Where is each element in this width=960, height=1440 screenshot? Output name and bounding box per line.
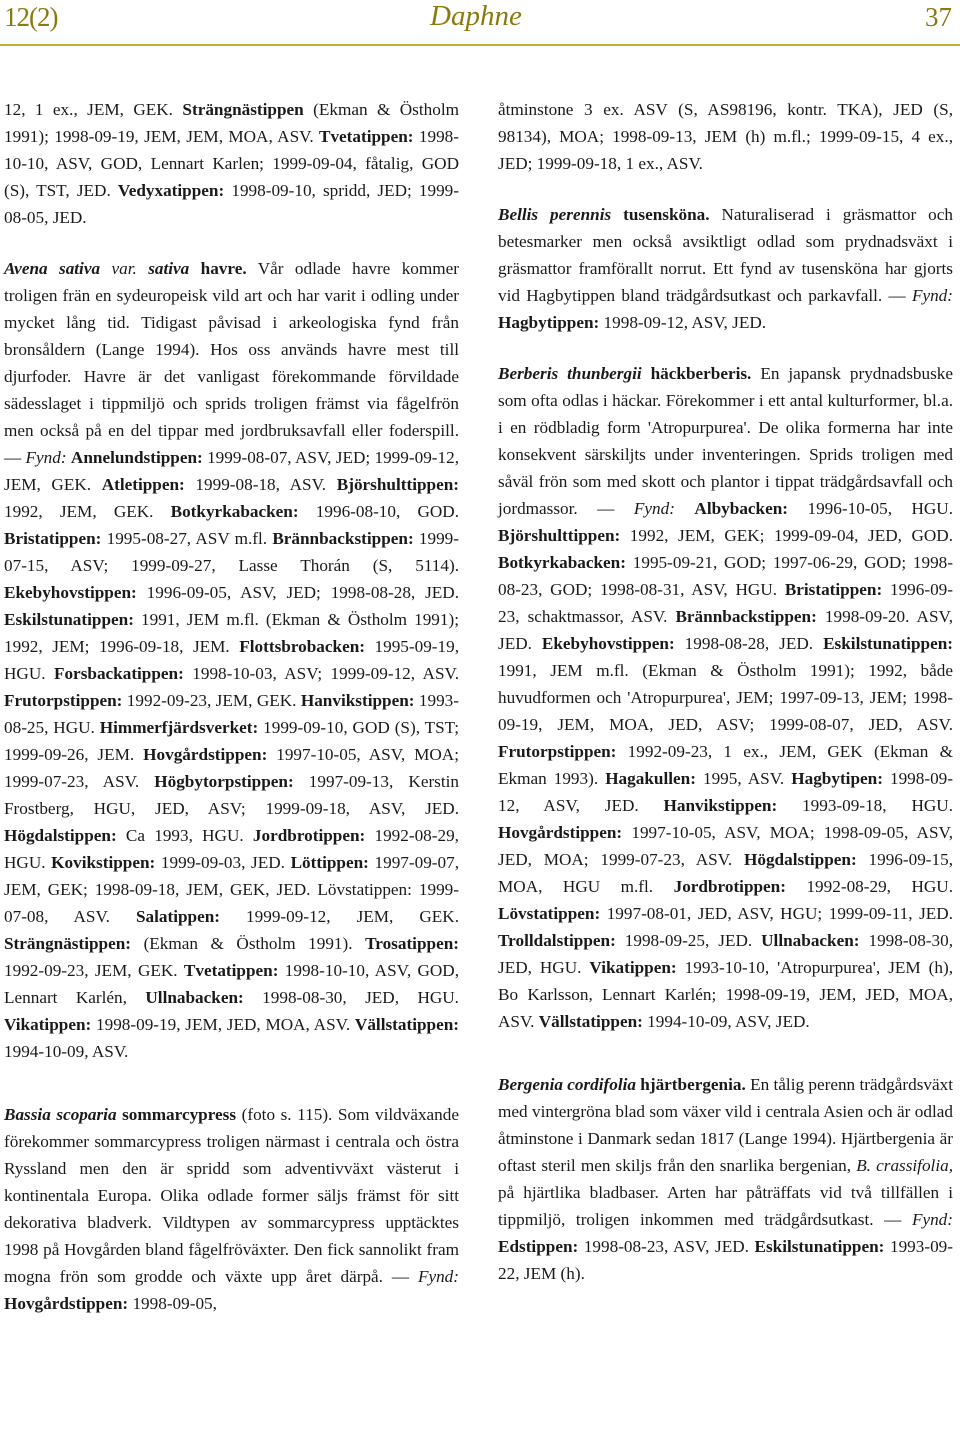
text-run: Bristatippen: bbox=[4, 529, 102, 548]
text-run: 1995-09-21, GOD; 1997-06-29, GOD; 1998-08-23, GOD; 1998-08-31, ASV, HGU. bbox=[498, 553, 953, 599]
text-run: 1992-09-23, JEM, GEK. bbox=[4, 961, 184, 980]
text-run: Eskilstunatippen: bbox=[823, 634, 953, 653]
text-run: Hovgårdstippen: bbox=[4, 1294, 129, 1313]
left-column bbox=[4, 96, 459, 1317]
text-run: Strängnästippen bbox=[182, 100, 304, 119]
text-run: (Ekman & Östholm 1991). bbox=[131, 934, 366, 953]
text-run: Annelundstippen: bbox=[70, 448, 203, 467]
text-run: Forsbackatippen: bbox=[53, 664, 184, 683]
text-run: 1998-08-23, ASV, JED. bbox=[578, 1237, 755, 1256]
text-run: 1997-10-05, ASV, MOA; 1999-07-23, ASV. bbox=[4, 745, 459, 791]
text-run: Vår odlade havre kommer troligen frän en sydeuropeisk vild art och har varit i odling under mycket lång tid. Tidigast påvisad i arkeologiska fynd från bronsåldern (Lange 1994). Hos oss används havre mest till djurfoder. Havre är det vanligast förekommande förvildade sädesslaget i tippmiljö och sprids troligen främst via fågelfrön men också på en del tippar med jordbruksavfall eller foderspill. — bbox=[4, 259, 459, 467]
text-run: Berberis thunbergii bbox=[498, 364, 642, 383]
text-run: Botkyrkabacken: bbox=[170, 502, 299, 521]
text-run: 1996-09-05, ASV, JED; 1998-08-28, JED. bbox=[136, 583, 459, 602]
text-run: Brännbackstippen: bbox=[675, 607, 817, 626]
text-run: 1996-09-23, schaktmassor, ASV. bbox=[498, 580, 953, 626]
text-run: Högdalstippen: bbox=[744, 850, 857, 869]
text-run: 1992-08-29, HGU. bbox=[4, 826, 459, 872]
text-run: 1999-07-15, ASV; 1999-09-27, Lasse Thorán (S, 5114). bbox=[4, 529, 459, 575]
text-run: 1995, ASV. bbox=[695, 769, 792, 788]
text-run: 1995-09-19, HGU. bbox=[4, 637, 459, 683]
text-run: Ca 1993, HGU. bbox=[116, 826, 253, 845]
text-run: 1996-10-05, HGU. bbox=[788, 499, 954, 518]
text-run: 12, 1 ex., JEM, GEK. bbox=[4, 100, 183, 119]
text-run: Tvetatippen: bbox=[183, 961, 279, 980]
text-run: Hovgårdstippen: bbox=[143, 745, 268, 764]
text-run: 1993-08-25, HGU. bbox=[4, 691, 459, 737]
text-run: Frutorpstippen: bbox=[4, 691, 123, 710]
text-run: Jordbrotippen: bbox=[673, 877, 786, 896]
text-run: 1992-09-23, JEM, GEK. bbox=[122, 691, 301, 710]
text-run: Fynd: bbox=[417, 1267, 459, 1286]
text-run: Botkyrkabacken: bbox=[498, 553, 626, 572]
text-run: Ekebyhovstippen: bbox=[541, 634, 675, 653]
text-run: 1997-10-05, ASV, MOA; 1998-09-05, ASV, JED, MOA; 1999-07-23, ASV. bbox=[498, 823, 953, 869]
text-run: Avena sativa bbox=[4, 259, 101, 278]
text-run: 1998-10-10, ASV, GOD, Lennart Karlen; 1999-09-04, fåtalig, GOD (S), TST, JED. bbox=[4, 127, 459, 200]
text-run: Kovikstippen: bbox=[51, 853, 156, 872]
text-run: tusensköna. bbox=[611, 205, 710, 224]
text-run: 1998-09-25, JED. bbox=[615, 931, 762, 950]
text-run: sommarcypress bbox=[116, 1105, 237, 1124]
text-run: 1997-08-01, JED, ASV, HGU; 1999-09-11, JED. bbox=[600, 904, 953, 923]
text-run: 1993-09-22, JEM (h). bbox=[498, 1237, 953, 1283]
paragraph-berberis-thunbergii bbox=[498, 360, 953, 1035]
text-run: 1999-09-10, GOD (S), TST; 1999-09-26, JEM. bbox=[4, 718, 459, 764]
text-run: Eskilstunatippen: bbox=[754, 1237, 885, 1256]
page-number: 37 bbox=[925, 2, 952, 32]
text-run: Ekebyhovstippen: bbox=[4, 583, 137, 602]
text-run: Ullnabacken: bbox=[145, 988, 244, 1007]
text-run: Vikatippen: bbox=[4, 1015, 92, 1034]
text-run: Atletippen: bbox=[101, 475, 185, 494]
text-run: 1999-08-18, ASV. bbox=[184, 475, 337, 494]
text-run: Hanvikstippen: bbox=[300, 691, 415, 710]
text-run: Högbytorpstippen: bbox=[154, 772, 294, 791]
text-run: 1993-09-18, HGU. bbox=[777, 796, 953, 815]
text-run: Björshulttippen: bbox=[498, 526, 621, 545]
text-run: Vedyxatippen: bbox=[117, 181, 225, 200]
text-run: 1995-08-27, ASV m.fl. bbox=[101, 529, 273, 548]
text-run: Hagbytipen: bbox=[791, 769, 883, 788]
text-run: Vällstatippen: bbox=[354, 1015, 459, 1034]
text-run: 1992, JEM, GEK. bbox=[4, 502, 171, 521]
text-run: häckberberis. bbox=[641, 364, 752, 383]
text-run: Vällstatippen: bbox=[538, 1012, 643, 1031]
text-run: 1991, JEM m.fl. (Ekman & Östholm 1991); 1992, JEM; 1996-09-18, JEM. bbox=[4, 610, 459, 656]
text-run: 1996-08-10, GOD. bbox=[298, 502, 459, 521]
issue-number: 12(2) bbox=[4, 2, 58, 32]
text-run: 1998-08-30, JED, HGU. bbox=[243, 988, 459, 1007]
text-run: Himmerfjärdsverket: bbox=[99, 718, 259, 737]
text-run: Ullnabacken: bbox=[761, 931, 860, 950]
text-run: Albybacken: bbox=[694, 499, 789, 518]
text-run: 1997-09-07, JEM, GEK; 1998-09-18, JEM, GEK, JED. Lövstatippen: 1999-07-08, ASV. bbox=[4, 853, 459, 926]
text-run: Högdalstippen: bbox=[4, 826, 117, 845]
text-run: Eskilstunatippen: bbox=[4, 610, 134, 629]
text-run: 1992-09-23, 1 ex., JEM, GEK (Ekman & Ekman 1993). bbox=[498, 742, 953, 788]
text-run: 1999-09-03, JED. bbox=[155, 853, 291, 872]
text-run: 1998-09-20. ASV, JED. bbox=[498, 607, 953, 653]
text-run: En tålig perenn trädgårdsväxt med vintergröna blad som växer vild i centrala Asien och är odlad åtminstone i Danmark sedan 1817 (Lange 1994). Hjärtbergenia är oftast steril men skiljs från den snarlika bergenian, bbox=[498, 1075, 953, 1175]
text-run: Brännbackstippen: bbox=[272, 529, 414, 548]
paragraph-bassia-continued bbox=[498, 96, 953, 177]
text-run: 1998-09-19, JEM, JED, MOA, ASV. bbox=[91, 1015, 355, 1034]
text-run: åtminstone 3 ex. ASV (S, AS98196, kontr. TKA), JED (S, 98134), MOA; 1998-09-13, JEM (h) m.fl.; 1999-09-15, 4 ex., JED; 1999-09-18, 1 ex., ASV. bbox=[498, 100, 953, 173]
text-run: 1994-10-09, ASV, JED. bbox=[642, 1012, 810, 1031]
text-run: Frutorpstippen: bbox=[498, 742, 617, 761]
text-run: Fynd: bbox=[911, 286, 953, 305]
text-run: 1998-10-10, ASV, GOD, Lennart Karlén, bbox=[4, 961, 459, 1007]
text-run: Björshulttippen: bbox=[336, 475, 459, 494]
text-run: Hovgårdstippen: bbox=[498, 823, 623, 842]
paragraph-bassia-scoparia bbox=[4, 1101, 459, 1317]
text-run: Edstippen: bbox=[498, 1237, 579, 1256]
text-run: Lövstatippen: bbox=[498, 904, 601, 923]
text-run: 1998-08-30, JED, HGU. bbox=[498, 931, 953, 977]
text-run: B. crassifolia, bbox=[856, 1156, 953, 1175]
text-run: Vikatippen: bbox=[589, 958, 677, 977]
text-run: 1998-09-05, bbox=[128, 1294, 217, 1313]
paragraph-bergenia-cordifolia bbox=[498, 1071, 953, 1287]
text-run: Bassia scoparia bbox=[4, 1105, 117, 1124]
text-run: Trosatippen: bbox=[365, 934, 459, 953]
text-run: 1997-09-13, Kerstin Frostberg, HGU, JED, ASV; 1999-09-18, ASV, JED. bbox=[4, 772, 460, 818]
text-run: (Ekman & Östholm 1991); 1998-09-19, JEM, JEM, MOA, ASV. bbox=[4, 100, 459, 146]
header-rule bbox=[0, 44, 960, 46]
text-run: 1998-10-03, ASV; 1999-09-12, ASV. bbox=[183, 664, 459, 683]
text-run: En japansk prydnadsbuske som ofta odlas i häckar. Förekommer i ett antal kulturformer, bl.a. i en rödbladig form 'Atropurpurea'. De olika formerna har inte konsekvent särskiljts under inventeringen. Sprids troligen med såväl frön som med skott och plantor i tippat trädgårdsavfall och jordmassor. — bbox=[498, 364, 953, 518]
text-run: Hanvikstippen: bbox=[663, 796, 778, 815]
text-run: Flottsbrobacken: bbox=[239, 637, 365, 656]
text-run: Bellis perennis bbox=[498, 205, 612, 224]
text-run: Jordbrotippen: bbox=[252, 826, 366, 845]
page-header bbox=[0, 0, 960, 50]
text-run: Trolldalstippen: bbox=[498, 931, 616, 950]
text-run: (foto s. 115). Som vildväxande förekommer sommarcypress troligen närmast i centrala och östra Ryssland men den är spridd som adventivväxt västerut i kontinentala Europa. Olika odlade former säljs främst för sitt dekorativa bladverk. Vildtypen av sommarcypress upptäcktes 1998 på Hovgården bland fågelfröväxter. Den fick sannolikt fram mogna frön som grodde och växte upp året därpå. — bbox=[4, 1105, 459, 1286]
text-run: Naturaliserad i gräsmattor och betesmarker men också avsiktligt odlad som prydnadsväxt i gräsmattor framförallt norrut. Ett fynd av tusensköna har gjorts vid Hagbytippen bland trädgårdsutkast och parkavfall. — bbox=[498, 205, 953, 305]
text-run: på hjärtlika bladbaser. Arten har påträffats vid två tillfällen i tippmiljö, troligen inkommen med trädgårdsutkast. — bbox=[498, 1183, 953, 1229]
text-run: Strängnästippen: bbox=[4, 934, 132, 953]
text-run: Bristatippen: bbox=[784, 580, 883, 599]
text-run bbox=[675, 499, 694, 518]
text-run: 1998-09-10, spridd, JED; 1999-08-05, JED. bbox=[4, 181, 459, 227]
paragraph-avena-sativa bbox=[4, 255, 459, 1065]
text-run: 1991, JEM m.fl. (Ekman & Östholm 1991); 1992, både huvudformen och 'Atropurpurea', JEM; 1997-09-13, JEM; 1998-09-19, JEM, MOA, JED, ASV; 1999-08-07, JED, ASV. bbox=[498, 661, 953, 734]
text-run: 1992-08-29, HGU. bbox=[785, 877, 953, 896]
text-run: 1999-08-07, ASV, JED; 1999-09-12, JEM, GEK. bbox=[4, 448, 459, 494]
text-run: Hagakullen: bbox=[605, 769, 696, 788]
text-run: Salatippen: bbox=[135, 907, 221, 926]
text-run: Fynd: bbox=[911, 1210, 953, 1229]
text-run: hjärtbergenia. bbox=[635, 1075, 746, 1094]
text-run: 1998-08-28, JED. bbox=[674, 634, 824, 653]
text-run: 1994-10-09, ASV. bbox=[4, 1042, 129, 1061]
text-run: 1998-09-12, ASV, JED. bbox=[599, 313, 767, 332]
text-run: sativa bbox=[148, 259, 190, 278]
text-run: 1998-09-12, ASV, JED. bbox=[498, 769, 953, 815]
text-run: 1996-09-15, MOA, HGU m.fl. bbox=[498, 850, 953, 896]
text-run: 1992, JEM, GEK; 1999-09-04, JED, GOD. bbox=[620, 526, 953, 545]
text-run: 1999-09-12, JEM, GEK. bbox=[220, 907, 459, 926]
text-run: Bergenia cordifolia bbox=[498, 1075, 636, 1094]
text-run: 1993-10-10, 'Atropurpurea', JEM (h), Bo Karlsson, Lennart Karlén; 1998-09-19, JEM, JED, MOA, ASV. bbox=[498, 958, 953, 1031]
paragraph-avena-continued bbox=[4, 96, 459, 231]
text-run: Fynd: bbox=[633, 499, 675, 518]
text-run: Fynd: bbox=[25, 448, 67, 467]
text-run: Tvetatippen: bbox=[319, 127, 414, 146]
journal-title: Daphne bbox=[430, 0, 522, 32]
right-column bbox=[498, 96, 953, 1287]
paragraph-bellis-perennis bbox=[498, 201, 953, 336]
text-run: havre. bbox=[189, 259, 247, 278]
text-run: var. bbox=[100, 259, 149, 278]
text-run: Hagbytippen: bbox=[498, 313, 600, 332]
text-run: Löttippen: bbox=[290, 853, 369, 872]
